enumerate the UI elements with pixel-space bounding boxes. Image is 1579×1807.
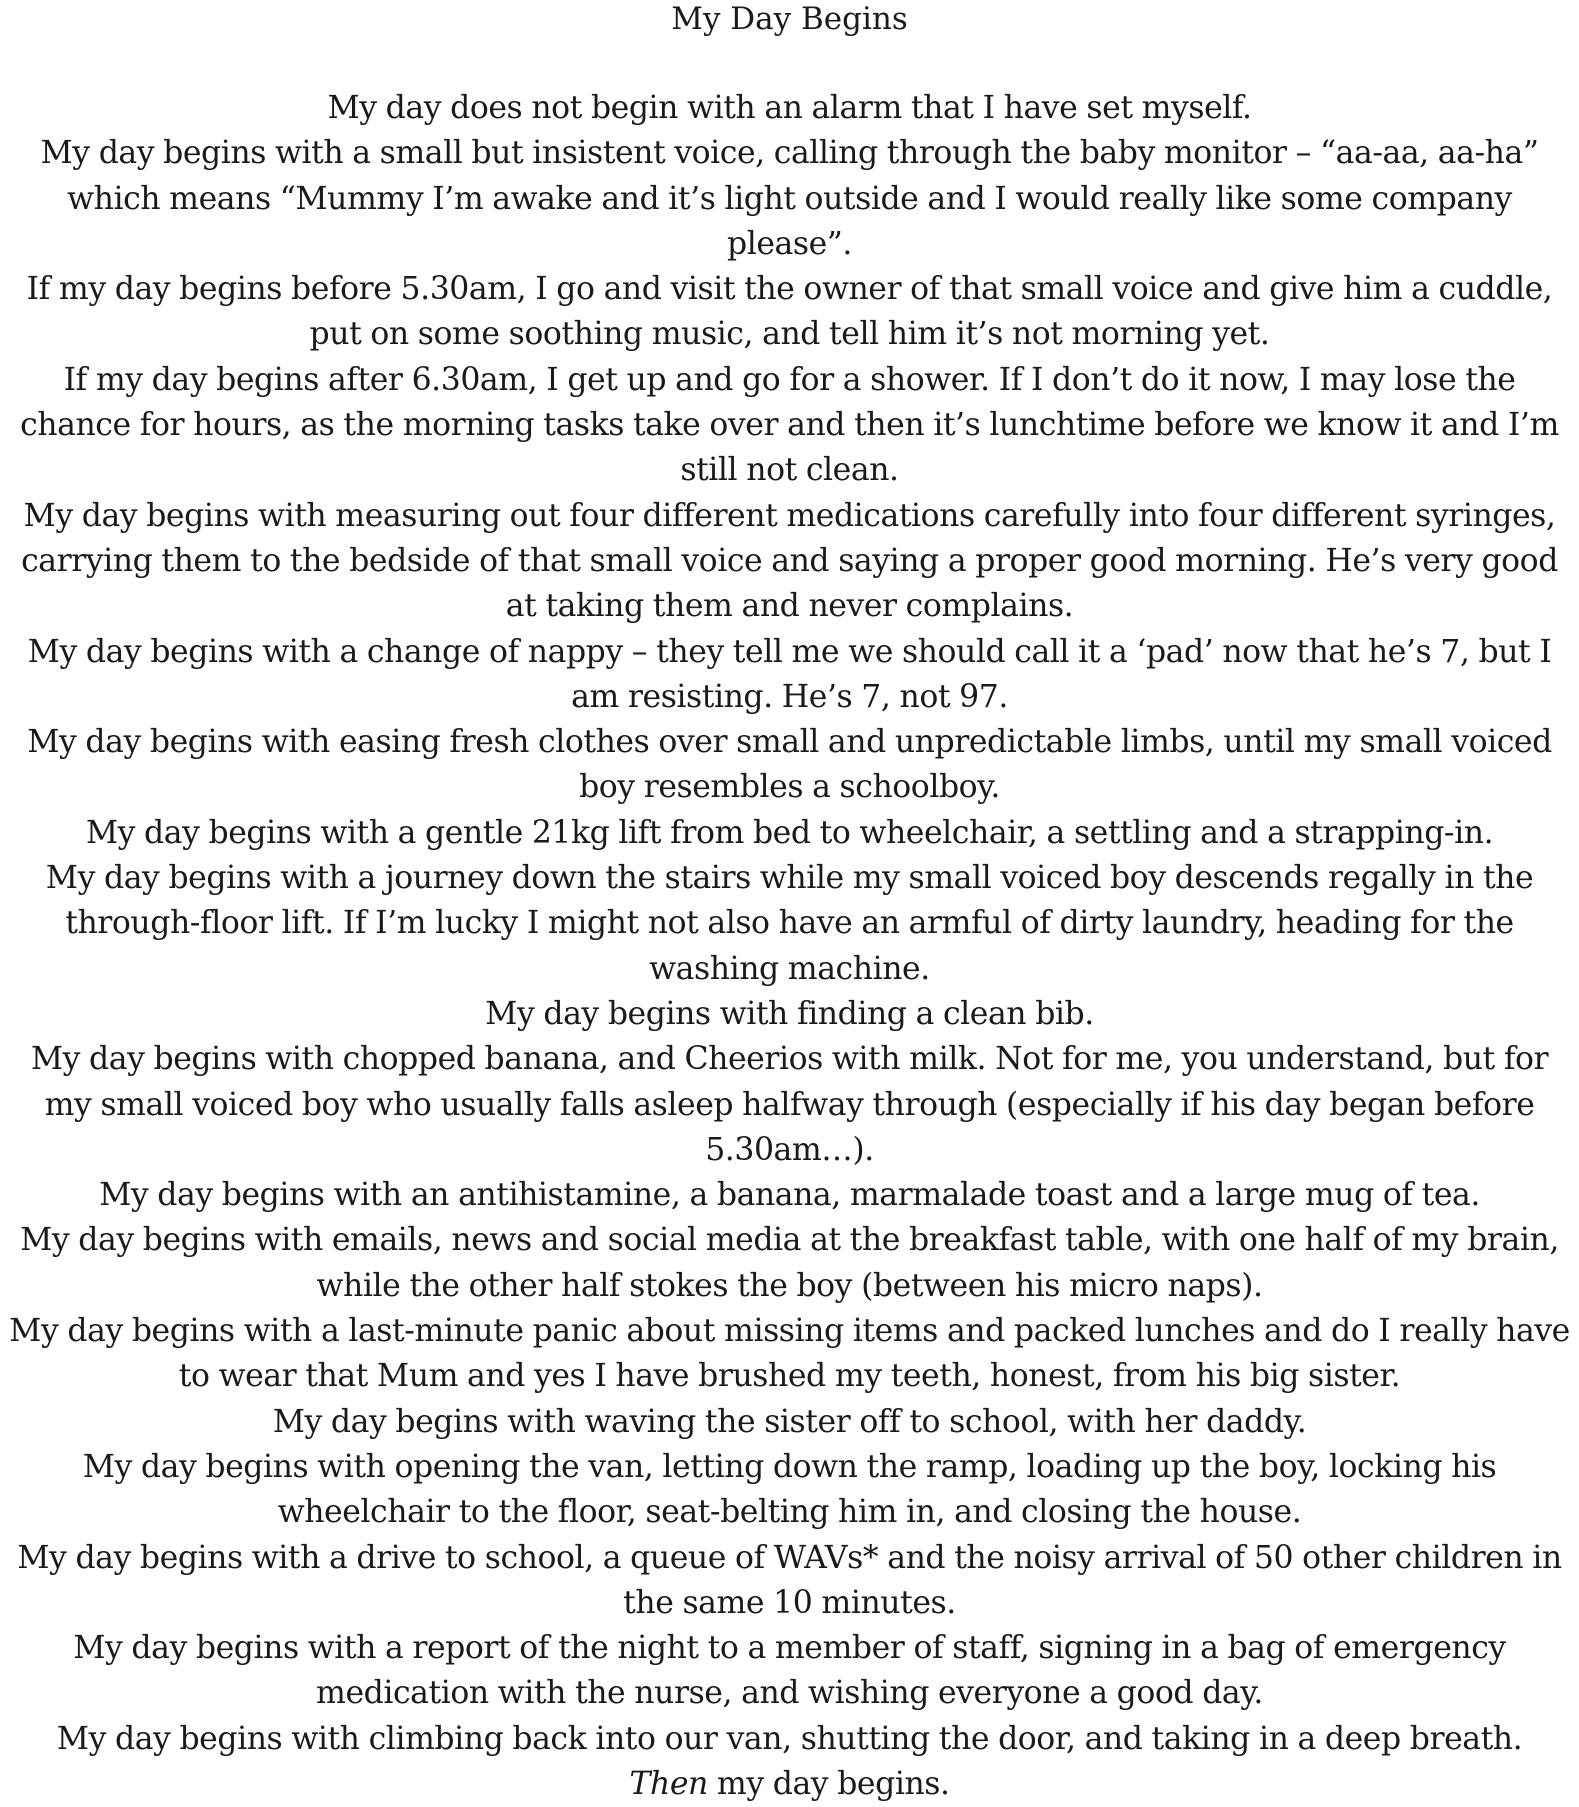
paragraph-14: My day begins with a last-minute panic about missing items and packed lunches and do I really have to wear that Mum and yes I have brushed my teeth, honest, from his big sister. bbox=[9, 1313, 1570, 1395]
document-title: My Day Begins bbox=[671, 1, 908, 37]
paragraph-17: My day begins with a drive to school, a queue of WAVs* and the noisy arrival of 50 other children in the same 10 minutes. bbox=[17, 1539, 1562, 1621]
paragraph-1: My day does not begin with an alarm that I have set myself. bbox=[327, 90, 1252, 126]
paragraph-13: My day begins with emails, news and social media at the breakfast table, with one half of my brain, while the other half stokes the boy (between his micro naps). bbox=[20, 1222, 1559, 1304]
closing-line bbox=[4, 1762, 1575, 1807]
paragraph-16: My day begins with opening the van, letting down the ramp, loading up the boy, locking his wheelchair to the floor, seat-belting him in, and closing the house. bbox=[82, 1448, 1497, 1531]
paragraph-3: If my day begins before 5.30am, I go and visit the owner of that small voice and give him a cuddle, put on some soothing music, and tell him it’s not morning yet. bbox=[26, 271, 1553, 353]
paragraph-4: If my day begins after 6.30am, I get up and go for a shower. If I don’t do it now, I may lose the chance for hours, as the morning tasks take over and then it’s lunchtime before we know it and I’m still not clean. bbox=[20, 361, 1559, 489]
paragraph-5: My day begins with measuring out four different medications carefully into four different syringes, carrying them to the bedside of that small voice and saying a proper good morning. He’s very good at taking them and never complains. bbox=[21, 497, 1558, 625]
paragraph-12: My day begins with an antihistamine, a banana, marmalade toast and a large mug of tea. bbox=[99, 1177, 1480, 1214]
paragraph-11: My day begins with chopped banana, and Cheerios with milk. Not for me, you understand, but for my small voiced boy who usually falls asleep halfway through (especially if his day began before 5.30am…). bbox=[30, 1041, 1549, 1168]
paragraph-6: My day begins with a change of nappy – they tell me we should call it a ‘pad’ now that he’s 7, but I am resisting. He’s 7, not 97. bbox=[27, 633, 1552, 715]
paragraph-9: My day begins with a journey down the stairs while my small voiced boy descends regally in the through-floor lift. If I’m lucky I might not also have an armful of dirty laundry, heading for the washing machine. bbox=[45, 860, 1534, 987]
paragraph-2: My day begins with a small but insistent voice, calling through the baby monitor – “aa-aa, aa-ha” which means “Mummy I’m awake and it’s light outside and I would really like some company please”. bbox=[40, 135, 1539, 262]
document-body bbox=[4, 86, 1575, 1807]
paragraph-19: My day begins with climbing back into our van, shutting the door, and taking in a deep breath. bbox=[56, 1720, 1523, 1757]
paragraph-18: My day begins with a report of the night to a member of staff, signing in a bag of emergency medication with the nurse, and wishing everyone a good day. bbox=[73, 1630, 1506, 1712]
closing-rest: my day begins. bbox=[707, 1765, 950, 1802]
paragraph-7: My day begins with easing fresh clothes over small and unpredictable limbs, until my small voiced boy resembles a schoolboy. bbox=[27, 724, 1552, 806]
paragraph-8: My day begins with a gentle 21kg lift from bed to wheelchair, a settling and a strapping-in. bbox=[85, 814, 1494, 851]
closing-emphasis: Then bbox=[629, 1765, 708, 1802]
paragraph-15: My day begins with waving the sister off to school, with her daddy. bbox=[272, 1403, 1307, 1440]
paragraph-10: My day begins with finding a clean bib. bbox=[485, 995, 1094, 1032]
title-spacer bbox=[4, 38, 1575, 86]
